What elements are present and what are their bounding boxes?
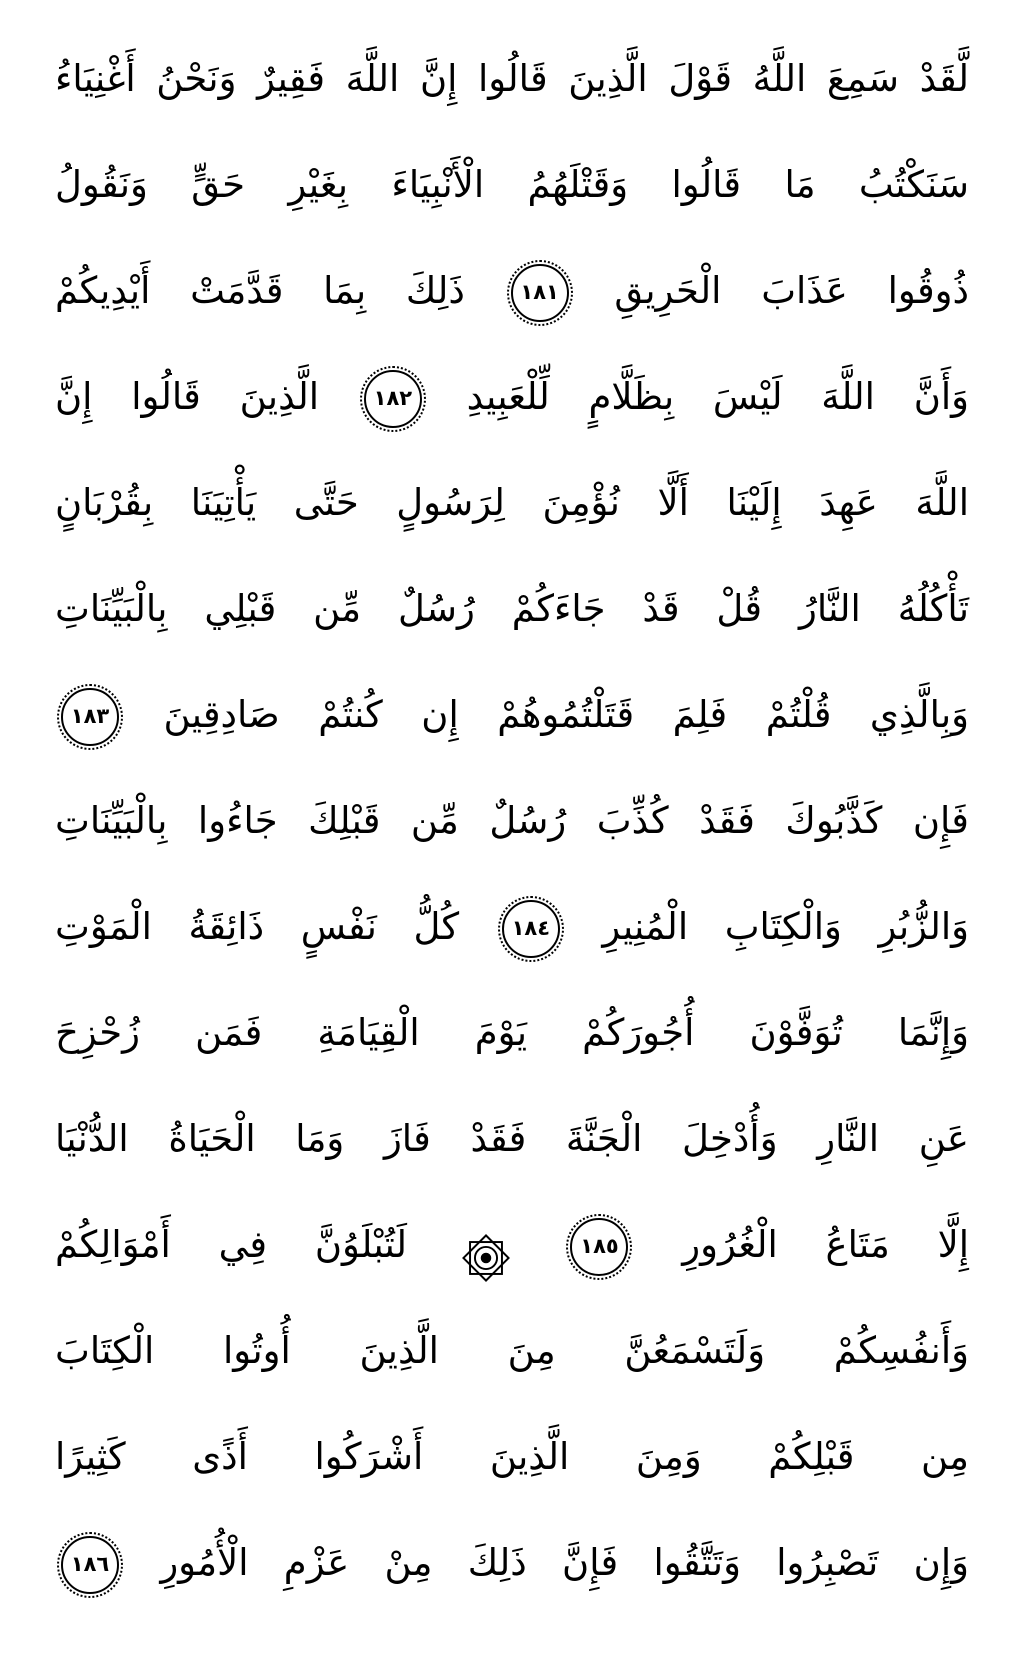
verse-end-medallion — [570, 1218, 628, 1276]
ayah-text-run: الَّذِينَ قَالُوا إِنَّ — [55, 375, 320, 418]
verse-number: ١٨١ — [520, 280, 559, 304]
verse-end-medallion — [502, 900, 560, 958]
ayah-text-run: وَالزُّبُرِ وَالْكِتَابِ الْمُنِيرِ — [602, 905, 970, 948]
ayah-text-run: سَنَكْتُبُ مَا قَالُوا وَقَتْلَهُمُ الْأَنْبِيَاءَ بِغَيْرِ حَقٍّ وَنَقُولُ — [55, 163, 969, 206]
ayah-text-run: كُلُّ نَفْسٍ ذَائِقَةُ الْمَوْتِ — [55, 905, 460, 948]
ayah-text-run: اللَّهَ عَهِدَ إِلَيْنَا أَلَّا نُؤْمِنَ لِرَسُولٍ حَتَّى يَأْتِيَنَا بِقُرْبَانٍ — [55, 481, 969, 524]
verse-end-medallion — [364, 370, 422, 428]
ayah-text-run: عَنِ النَّارِ وَأُدْخِلَ الْجَنَّةَ فَقَدْ فَازَ وَمَا الْحَيَاةُ الدُّنْيَا — [55, 1117, 969, 1160]
ayah-text-run: لَّقَدْ سَمِعَ اللَّهُ قَوْلَ الَّذِينَ قَالُوا إِنَّ اللَّهَ فَقِيرٌ وَنَحْنُ أَغْنِيَاءُ — [55, 57, 969, 100]
quran-line — [55, 556, 969, 662]
verse-number: ١٨٢ — [373, 386, 413, 410]
ayah-text-run: وَإِن تَصْبِرُوا وَتَتَّقُوا فَإِنَّ ذَلِكَ مِنْ عَزْمِ الْأُمُورِ — [160, 1541, 969, 1584]
quran-line — [55, 450, 969, 556]
quran-line — [55, 1404, 969, 1510]
ayah-text-run: ذَلِكَ بِمَا قَدَّمَتْ أَيْدِيكُمْ — [55, 269, 465, 312]
quran-line — [55, 980, 969, 1086]
ayah-text-run: وَبِالَّذِي قُلْتُمْ فَلِمَ قَتَلْتُمُوهُمْ إِن كُنتُمْ صَادِقِينَ — [163, 693, 970, 736]
ayah-text-run: وَأَنفُسِكُمْ وَلَتَسْمَعُنَّ مِنَ الَّذِينَ أُوتُوا الْكِتَابَ — [55, 1329, 969, 1372]
verse-end-medallion — [61, 688, 119, 746]
quran-line — [55, 662, 969, 768]
quran-line — [55, 238, 969, 344]
quran-line — [55, 1086, 969, 1192]
quran-line — [55, 768, 969, 874]
ayah-text-run: تَأْكُلُهُ النَّارُ قُلْ قَدْ جَاءَكُمْ رُسُلٌ مِّن قَبْلِي بِالْبَيِّنَاتِ — [55, 587, 969, 630]
ayah-text-run: إِلَّا مَتَاعُ الْغُرُورِ — [682, 1223, 969, 1266]
verse-number: ١٨٦ — [70, 1552, 110, 1576]
ayah-text-run: مِن قَبْلِكُمْ وَمِنَ الَّذِينَ أَشْرَكُوا أَذًى كَثِيرًا — [55, 1435, 969, 1478]
verse-number: ١٨٤ — [511, 916, 551, 940]
verse-number: ١٨٣ — [70, 704, 110, 728]
rub-el-hizb-icon — [459, 1220, 513, 1274]
quran-line — [55, 344, 969, 450]
quran-line — [55, 26, 969, 132]
verse-end-medallion — [61, 1536, 119, 1594]
quran-line — [55, 132, 969, 238]
ayah-text-run: فَإِن كَذَّبُوكَ فَقَدْ كُذِّبَ رُسُلٌ مِّن قَبْلِكَ جَاءُوا بِالْبَيِّنَاتِ — [55, 799, 969, 842]
ayah-text-run: لَتُبْلَوُنَّ فِي أَمْوَالِكُمْ — [55, 1223, 407, 1266]
ayah-text-run: وَإِنَّمَا تُوَفَّوْنَ أُجُورَكُمْ يَوْمَ الْقِيَامَةِ فَمَن زُحْزِحَ — [55, 1011, 969, 1054]
quran-line — [55, 1298, 969, 1404]
quran-line — [55, 1192, 969, 1298]
verse-end-medallion — [511, 264, 569, 322]
quran-line — [55, 874, 969, 980]
ayah-text-run: وَأَنَّ اللَّهَ لَيْسَ بِظَلَّامٍ لِّلْعَبِيدِ — [466, 375, 970, 418]
quran-line — [55, 1510, 969, 1616]
ayah-text-run: ذُوقُوا عَذَابَ الْحَرِيقِ — [614, 269, 969, 312]
verse-number: ١٨٥ — [580, 1234, 619, 1258]
